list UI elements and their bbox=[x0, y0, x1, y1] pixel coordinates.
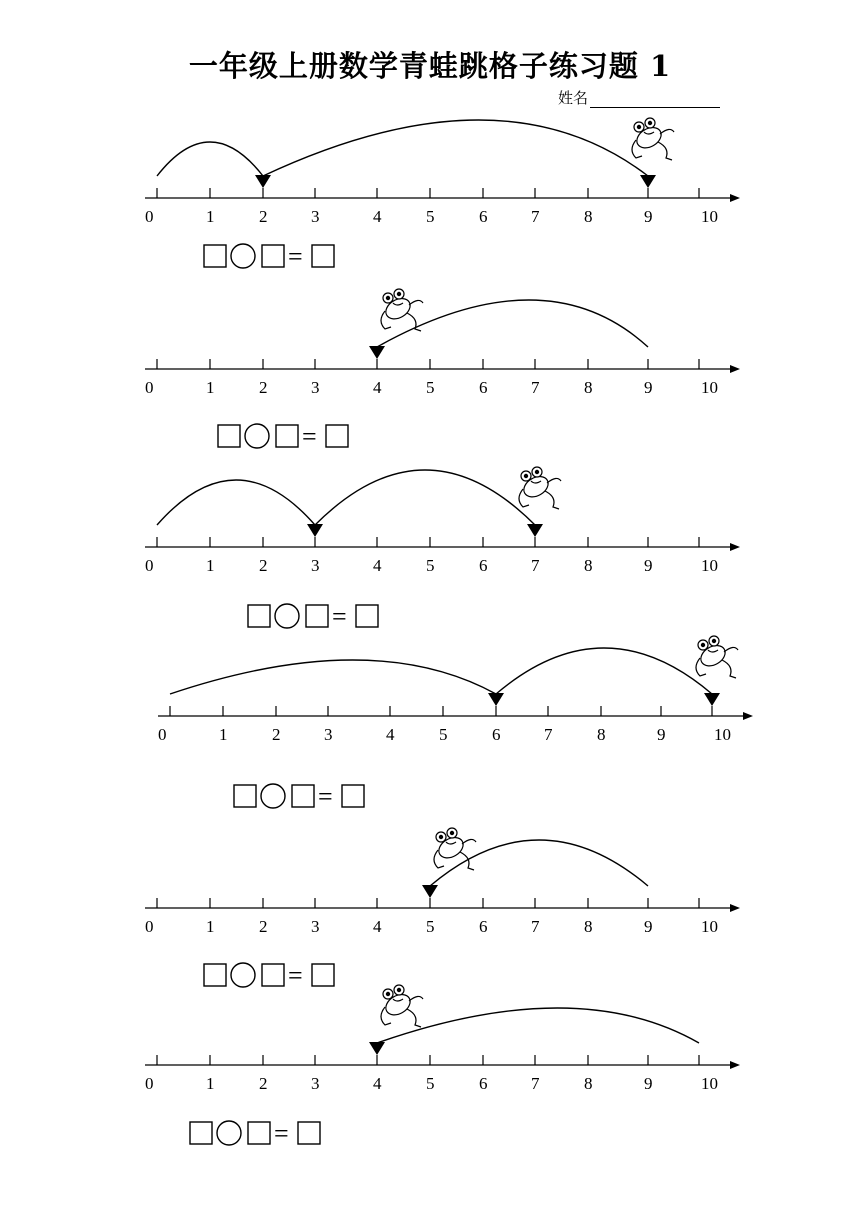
tick-label-1: 1 bbox=[206, 207, 215, 226]
exercise-6 bbox=[145, 985, 740, 1148]
exercise-3 bbox=[145, 467, 740, 631]
jump-arc-2 bbox=[315, 470, 535, 525]
tick-label-6: 6 bbox=[479, 378, 488, 397]
tick-label-7: 7 bbox=[531, 207, 540, 226]
tick-label-10: 10 bbox=[701, 378, 718, 397]
equals-sign: = bbox=[332, 602, 347, 631]
frog-icon bbox=[632, 118, 674, 160]
frog-pupil-left bbox=[386, 296, 389, 299]
jump-arc-1 bbox=[170, 660, 496, 694]
tick-label-3: 3 bbox=[311, 917, 320, 936]
frog-leg-back bbox=[545, 478, 561, 509]
tick-label-4: 4 bbox=[373, 1074, 382, 1093]
frog-leg-back bbox=[658, 129, 674, 160]
tick-label-4: 4 bbox=[373, 207, 382, 226]
frog-pupil-right bbox=[397, 292, 400, 295]
tick-label-5: 5 bbox=[426, 1074, 435, 1093]
answer-box-1 bbox=[234, 785, 256, 807]
answer-box-2 bbox=[276, 425, 298, 447]
jump-landing-arrow-1 bbox=[422, 885, 438, 898]
tick-label-7: 7 bbox=[531, 556, 540, 575]
tick-label-0: 0 bbox=[158, 725, 167, 744]
tick-label-2: 2 bbox=[259, 1074, 268, 1093]
tick-label-5: 5 bbox=[426, 917, 435, 936]
answer-box-1 bbox=[218, 425, 240, 447]
tick-label-2: 2 bbox=[259, 378, 268, 397]
tick-label-7: 7 bbox=[544, 725, 553, 744]
jump-landing-arrow-1 bbox=[369, 346, 385, 359]
answer-box-2 bbox=[262, 245, 284, 267]
tick-label-5: 5 bbox=[439, 725, 448, 744]
tick-label-4: 4 bbox=[373, 378, 382, 397]
number-line-arrowhead bbox=[730, 543, 740, 551]
tick-label-2: 2 bbox=[259, 556, 268, 575]
jump-arc-1 bbox=[377, 300, 648, 347]
frog-icon bbox=[381, 289, 423, 331]
frog-leg-back bbox=[460, 839, 476, 870]
tick-label-9: 9 bbox=[644, 556, 653, 575]
tick-label-4: 4 bbox=[373, 556, 382, 575]
number-line-arrowhead bbox=[743, 712, 753, 720]
tick-label-5: 5 bbox=[426, 556, 435, 575]
frog-pupil-left bbox=[637, 125, 640, 128]
tick-label-9: 9 bbox=[644, 917, 653, 936]
tick-label-3: 3 bbox=[311, 556, 320, 575]
tick-label-0: 0 bbox=[145, 1074, 154, 1093]
tick-label-6: 6 bbox=[479, 556, 488, 575]
frog-pupil-right bbox=[397, 988, 400, 991]
equals-sign: = bbox=[274, 1119, 289, 1148]
tick-label-9: 9 bbox=[644, 1074, 653, 1093]
tick-label-9: 9 bbox=[644, 378, 653, 397]
tick-label-2: 2 bbox=[272, 725, 281, 744]
exercise-4 bbox=[158, 636, 753, 811]
tick-label-8: 8 bbox=[584, 917, 593, 936]
answer-box-2 bbox=[292, 785, 314, 807]
equation-row bbox=[218, 422, 348, 451]
tick-label-5: 5 bbox=[426, 207, 435, 226]
frog-icon bbox=[434, 828, 476, 870]
frog-icon bbox=[696, 636, 738, 678]
jump-landing-arrow-1 bbox=[307, 524, 323, 537]
equation-row bbox=[204, 242, 334, 271]
exercise-1 bbox=[145, 118, 740, 271]
answer-box-1 bbox=[190, 1122, 212, 1144]
number-line-arrowhead bbox=[730, 365, 740, 373]
answer-box-result bbox=[312, 245, 334, 267]
tick-label-8: 8 bbox=[584, 378, 593, 397]
equation-row bbox=[248, 602, 378, 631]
tick-label-2: 2 bbox=[259, 917, 268, 936]
jump-landing-arrow-2 bbox=[527, 524, 543, 537]
frog-leg-back bbox=[722, 647, 738, 678]
tick-label-2: 2 bbox=[259, 207, 268, 226]
answer-box-2 bbox=[306, 605, 328, 627]
answer-box-result bbox=[356, 605, 378, 627]
tick-label-8: 8 bbox=[584, 556, 593, 575]
jump-landing-arrow-1 bbox=[369, 1042, 385, 1055]
jump-arc-1 bbox=[377, 1008, 699, 1043]
tick-label-0: 0 bbox=[145, 378, 154, 397]
frog-pupil-left bbox=[386, 992, 389, 995]
tick-label-8: 8 bbox=[597, 725, 606, 744]
answer-box-1 bbox=[204, 245, 226, 267]
answer-box-result bbox=[326, 425, 348, 447]
frog-pupil-left bbox=[524, 474, 527, 477]
equals-sign: = bbox=[302, 422, 317, 451]
jump-landing-arrow-2 bbox=[640, 175, 656, 188]
operator-circle bbox=[217, 1121, 241, 1145]
jump-arc-2 bbox=[263, 120, 648, 176]
jump-landing-arrow-1 bbox=[488, 693, 504, 706]
tick-label-6: 6 bbox=[492, 725, 501, 744]
number-line-arrowhead bbox=[730, 194, 740, 202]
frog-pupil-left bbox=[701, 643, 704, 646]
answer-box-result bbox=[298, 1122, 320, 1144]
equation-row bbox=[234, 782, 364, 811]
operator-circle bbox=[231, 963, 255, 987]
frog-pupil-left bbox=[439, 835, 442, 838]
tick-label-8: 8 bbox=[584, 207, 593, 226]
jump-arc-1 bbox=[157, 480, 315, 525]
tick-label-7: 7 bbox=[531, 1074, 540, 1093]
operator-circle bbox=[231, 244, 255, 268]
name-label: 姓名 bbox=[558, 89, 589, 107]
number-line-arrowhead bbox=[730, 1061, 740, 1069]
tick-label-1: 1 bbox=[206, 917, 215, 936]
tick-label-10: 10 bbox=[701, 207, 718, 226]
tick-label-0: 0 bbox=[145, 917, 154, 936]
tick-label-4: 4 bbox=[386, 725, 395, 744]
operator-circle bbox=[275, 604, 299, 628]
equation-row bbox=[190, 1119, 320, 1148]
tick-label-4: 4 bbox=[373, 917, 382, 936]
frog-pupil-right bbox=[450, 831, 453, 834]
tick-label-8: 8 bbox=[584, 1074, 593, 1093]
tick-label-7: 7 bbox=[531, 917, 540, 936]
tick-label-1: 1 bbox=[219, 725, 228, 744]
tick-label-0: 0 bbox=[145, 556, 154, 575]
equals-sign: = bbox=[288, 961, 303, 990]
tick-label-10: 10 bbox=[701, 1074, 718, 1093]
tick-label-10: 10 bbox=[714, 725, 731, 744]
frog-icon bbox=[381, 985, 423, 1027]
jump-arc-2 bbox=[496, 648, 712, 694]
tick-label-6: 6 bbox=[479, 1074, 488, 1093]
frog-pupil-right bbox=[535, 470, 538, 473]
number-line-arrowhead bbox=[730, 904, 740, 912]
answer-box-result bbox=[342, 785, 364, 807]
tick-label-10: 10 bbox=[701, 556, 718, 575]
frog-leg-back bbox=[407, 300, 423, 331]
tick-label-1: 1 bbox=[206, 378, 215, 397]
jump-landing-arrow-1 bbox=[255, 175, 271, 188]
tick-label-3: 3 bbox=[324, 725, 333, 744]
answer-box-1 bbox=[204, 964, 226, 986]
answer-box-2 bbox=[248, 1122, 270, 1144]
equals-sign: = bbox=[288, 242, 303, 271]
worksheet-title: 一年级上册数学青蛙跳格子练习题 1 bbox=[188, 49, 672, 83]
frog-icon bbox=[519, 467, 561, 509]
tick-label-3: 3 bbox=[311, 207, 320, 226]
tick-label-7: 7 bbox=[531, 378, 540, 397]
tick-label-9: 9 bbox=[657, 725, 666, 744]
tick-label-6: 6 bbox=[479, 917, 488, 936]
answer-box-2 bbox=[262, 964, 284, 986]
tick-label-9: 9 bbox=[644, 207, 653, 226]
tick-label-10: 10 bbox=[701, 917, 718, 936]
exercise-2 bbox=[145, 289, 740, 451]
tick-label-0: 0 bbox=[145, 207, 154, 226]
tick-label-5: 5 bbox=[426, 378, 435, 397]
answer-box-1 bbox=[248, 605, 270, 627]
equals-sign: = bbox=[318, 782, 333, 811]
tick-label-1: 1 bbox=[206, 556, 215, 575]
equation-row bbox=[204, 961, 334, 990]
answer-box-result bbox=[312, 964, 334, 986]
frog-leg-back bbox=[407, 996, 423, 1027]
tick-label-3: 3 bbox=[311, 1074, 320, 1093]
tick-label-1: 1 bbox=[206, 1074, 215, 1093]
jump-arc-1 bbox=[157, 142, 263, 176]
operator-circle bbox=[261, 784, 285, 808]
tick-label-6: 6 bbox=[479, 207, 488, 226]
tick-label-3: 3 bbox=[311, 378, 320, 397]
frog-pupil-right bbox=[712, 639, 715, 642]
frog-pupil-right bbox=[648, 121, 651, 124]
jump-landing-arrow-2 bbox=[704, 693, 720, 706]
exercise-5 bbox=[145, 828, 740, 990]
operator-circle bbox=[245, 424, 269, 448]
